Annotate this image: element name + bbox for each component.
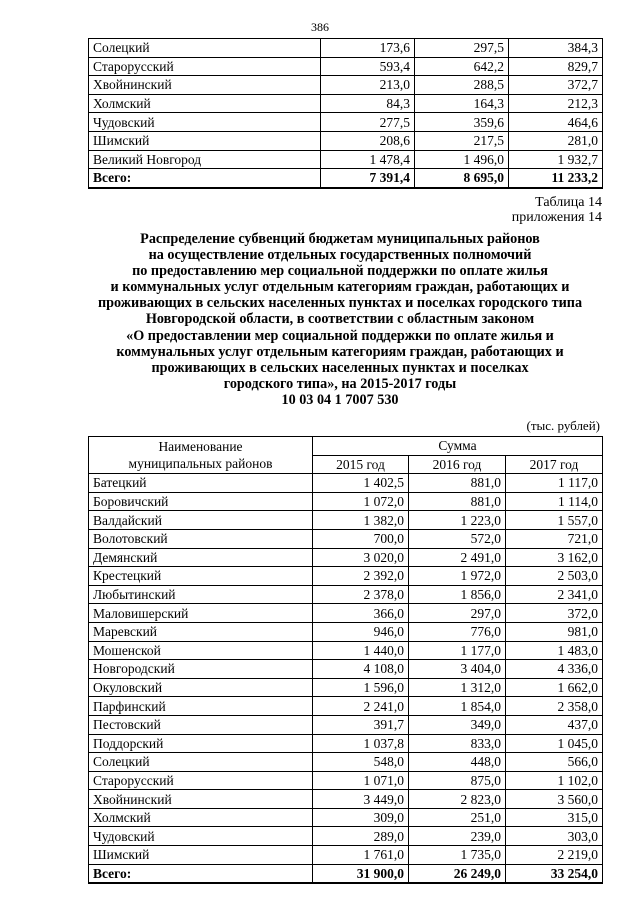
value-2016-cell: 875,0 — [409, 771, 506, 790]
value-2017-cell: 303,0 — [506, 827, 603, 846]
value-2016-cell: 297,0 — [409, 604, 506, 623]
value-2015-cell: 593,4 — [321, 57, 415, 76]
district-name-cell: Батецкий — [89, 474, 313, 493]
table-ref-number: Таблица 14 — [535, 195, 602, 210]
table-row — [89, 131, 603, 150]
district-name-cell: Чудовский — [89, 827, 313, 846]
table-row — [89, 808, 603, 827]
value-2016-cell: 297,5 — [415, 39, 509, 58]
table-row — [89, 790, 603, 809]
table-row — [89, 641, 603, 660]
total-row — [89, 169, 603, 188]
value-2017-cell: 1 557,0 — [506, 511, 603, 530]
value-2015-cell: 1 072,0 — [313, 492, 409, 511]
table-row — [89, 715, 603, 734]
table-row — [89, 94, 603, 113]
table-row — [89, 548, 603, 567]
district-name-cell: Маревский — [89, 622, 313, 641]
value-2015-cell: 391,7 — [313, 715, 409, 734]
district-name-cell: Крестецкий — [89, 567, 313, 586]
value-2015-cell: 289,0 — [313, 827, 409, 846]
header-name-cell — [89, 437, 313, 474]
table-row — [89, 660, 603, 679]
district-name-cell: Окуловский — [89, 678, 313, 697]
value-2015-cell: 1 071,0 — [313, 771, 409, 790]
district-name-cell: Солецкий — [89, 39, 321, 58]
title-line: проживающих в сельских населенных пунктах и поселках — [151, 359, 529, 376]
table-row — [89, 604, 603, 623]
value-2016-cell: 572,0 — [409, 529, 506, 548]
value-2016-cell: 359,6 — [415, 113, 509, 132]
value-2017-cell: 212,3 — [509, 94, 603, 113]
district-name-cell: Всего: — [89, 864, 313, 883]
main-table — [88, 436, 603, 884]
value-2016-cell: 164,3 — [415, 94, 509, 113]
district-name-cell: Холмский — [89, 94, 321, 113]
value-2015-cell: 1 761,0 — [313, 846, 409, 865]
value-2015-cell: 2 378,0 — [313, 585, 409, 604]
value-2016-cell: 217,5 — [415, 131, 509, 150]
value-2015-cell: 84,3 — [321, 94, 415, 113]
district-name-cell: Парфинский — [89, 697, 313, 716]
value-2016-cell: 881,0 — [409, 492, 506, 511]
table-row — [89, 697, 603, 716]
table-row — [89, 57, 603, 76]
district-name-cell: Старорусский — [89, 771, 313, 790]
table-row — [89, 511, 603, 530]
table-row — [89, 622, 603, 641]
value-2016-cell: 776,0 — [409, 622, 506, 641]
table-row — [89, 734, 603, 753]
value-2017-cell: 384,3 — [509, 39, 603, 58]
table-row — [89, 753, 603, 772]
value-2015-cell: 1 402,5 — [313, 474, 409, 493]
value-2016-cell: 1 496,0 — [415, 150, 509, 169]
value-2016-cell: 1 856,0 — [409, 585, 506, 604]
header-year-2015: 2015 год — [313, 455, 409, 474]
value-2015-cell: 946,0 — [313, 622, 409, 641]
page-number: 386 — [311, 20, 329, 34]
value-2017-cell: 2 341,0 — [506, 585, 603, 604]
value-2017-cell: 1 114,0 — [506, 492, 603, 511]
district-name-cell: Маловишерский — [89, 604, 313, 623]
document-title — [60, 231, 620, 408]
value-2017-cell: 981,0 — [506, 622, 603, 641]
district-name-cell: Шимский — [89, 131, 321, 150]
total-row — [89, 864, 603, 883]
table-row — [89, 529, 603, 548]
value-2015-cell: 2 241,0 — [313, 697, 409, 716]
table-row — [89, 846, 603, 865]
title-line: по предоставлению мер социальной поддержки по оплате жилья — [132, 263, 548, 280]
title-line: на осуществление отдельных государственных полномочий — [148, 247, 532, 264]
value-2017-cell: 2 503,0 — [506, 567, 603, 586]
main-table-header — [89, 437, 603, 474]
value-2017-cell: 3 560,0 — [506, 790, 603, 809]
value-2016-cell: 3 404,0 — [409, 660, 506, 679]
table-row — [89, 567, 603, 586]
value-2017-cell: 281,0 — [509, 131, 603, 150]
district-name-cell: Мошенской — [89, 641, 313, 660]
district-name-cell: Новгородский — [89, 660, 313, 679]
table-row — [89, 585, 603, 604]
value-2017-cell: 464,6 — [509, 113, 603, 132]
value-2017-cell: 2 219,0 — [506, 846, 603, 865]
value-2015-cell: 213,0 — [321, 76, 415, 95]
value-2016-cell: 642,2 — [415, 57, 509, 76]
value-2016-cell: 2 823,0 — [409, 790, 506, 809]
value-2015-cell: 1 382,0 — [313, 511, 409, 530]
value-2016-cell: 251,0 — [409, 808, 506, 827]
title-line: «О предоставлении мер социальной поддержки по оплате жилья и — [126, 327, 554, 344]
title-line: городского типа», на 2015-2017 годы — [223, 375, 457, 392]
district-name-cell: Демянский — [89, 548, 313, 567]
value-2015-cell: 700,0 — [313, 529, 409, 548]
value-2016-cell: 1 735,0 — [409, 846, 506, 865]
district-name-cell: Всего: — [89, 169, 321, 188]
district-name-cell: Холмский — [89, 808, 313, 827]
district-name-cell: Любытинский — [89, 585, 313, 604]
header-name-line1: Наименование — [158, 439, 243, 455]
title-line: Новгородской области, в соответствии с областным законом — [145, 311, 535, 328]
top-table-body — [89, 39, 603, 188]
value-2017-cell: 372,0 — [506, 604, 603, 623]
title-line: и коммунальных услуг отдельным категориям граждан, работающих и — [110, 279, 570, 296]
header-year-2017: 2017 год — [506, 455, 603, 474]
title-line: коммунальных услуг отдельным категориям граждан, работающих и — [116, 343, 564, 360]
title-line: Распределение субвенций бюджетам муниципальных районов — [140, 231, 540, 247]
value-2015-cell: 3 020,0 — [313, 548, 409, 567]
value-2015-cell: 366,0 — [313, 604, 409, 623]
value-2017-cell: 2 358,0 — [506, 697, 603, 716]
district-name-cell: Шимский — [89, 846, 313, 865]
value-2015-cell: 173,6 — [321, 39, 415, 58]
value-2016-cell: 8 695,0 — [415, 169, 509, 188]
district-name-cell: Поддорский — [89, 734, 313, 753]
value-2016-cell: 288,5 — [415, 76, 509, 95]
value-2015-cell: 309,0 — [313, 808, 409, 827]
district-name-cell: Боровичский — [89, 492, 313, 511]
district-name-cell: Солецкий — [89, 753, 313, 772]
value-2017-cell: 829,7 — [509, 57, 603, 76]
district-name-cell: Великий Новгород — [89, 150, 321, 169]
value-2015-cell: 2 392,0 — [313, 567, 409, 586]
district-name-cell: Чудовский — [89, 113, 321, 132]
value-2017-cell: 1 483,0 — [506, 641, 603, 660]
value-2016-cell: 448,0 — [409, 753, 506, 772]
value-2015-cell: 1 478,4 — [321, 150, 415, 169]
value-2016-cell: 881,0 — [409, 474, 506, 493]
value-2017-cell: 3 162,0 — [506, 548, 603, 567]
table-row — [89, 474, 603, 493]
table-row — [89, 678, 603, 697]
value-2015-cell: 7 391,4 — [321, 169, 415, 188]
value-2017-cell: 11 233,2 — [509, 169, 603, 188]
value-2015-cell: 208,6 — [321, 131, 415, 150]
value-2017-cell: 372,7 — [509, 76, 603, 95]
value-2015-cell: 3 449,0 — [313, 790, 409, 809]
table-row — [89, 827, 603, 846]
value-2016-cell: 349,0 — [409, 715, 506, 734]
district-name-cell: Хвойнинский — [89, 790, 313, 809]
table-row — [89, 39, 603, 58]
value-2017-cell: 33 254,0 — [506, 864, 603, 883]
value-2017-cell: 1 662,0 — [506, 678, 603, 697]
district-name-cell: Волотовский — [89, 529, 313, 548]
value-2017-cell: 315,0 — [506, 808, 603, 827]
table-row — [89, 492, 603, 511]
title-line: проживающих в сельских населенных пунктах и поселках городского типа — [97, 295, 583, 312]
table-row — [89, 771, 603, 790]
units-label: (тыс. рублей) — [526, 418, 600, 433]
value-2017-cell: 566,0 — [506, 753, 603, 772]
value-2016-cell: 1 854,0 — [409, 697, 506, 716]
top-table — [88, 38, 603, 189]
district-name-cell: Старорусский — [89, 57, 321, 76]
value-2016-cell: 833,0 — [409, 734, 506, 753]
value-2016-cell: 1 312,0 — [409, 678, 506, 697]
table-row — [89, 76, 603, 95]
value-2015-cell: 31 900,0 — [313, 864, 409, 883]
value-2015-cell: 1 037,8 — [313, 734, 409, 753]
value-2015-cell: 277,5 — [321, 113, 415, 132]
main-table-body — [89, 474, 603, 884]
title-line: 10 03 04 1 7007 530 — [281, 391, 399, 408]
value-2016-cell: 239,0 — [409, 827, 506, 846]
value-2017-cell: 1 102,0 — [506, 771, 603, 790]
header-name-line2: муниципальных районов — [128, 456, 273, 472]
header-sum: Сумма — [313, 437, 603, 456]
value-2017-cell: 721,0 — [506, 529, 603, 548]
value-2015-cell: 1 596,0 — [313, 678, 409, 697]
district-name-cell: Пестовский — [89, 715, 313, 734]
header-year-2016: 2016 год — [409, 455, 506, 474]
value-2017-cell: 437,0 — [506, 715, 603, 734]
value-2016-cell: 1 972,0 — [409, 567, 506, 586]
value-2016-cell: 1 177,0 — [409, 641, 506, 660]
value-2017-cell: 1 117,0 — [506, 474, 603, 493]
value-2015-cell: 4 108,0 — [313, 660, 409, 679]
value-2017-cell: 4 336,0 — [506, 660, 603, 679]
value-2015-cell: 1 440,0 — [313, 641, 409, 660]
value-2016-cell: 26 249,0 — [409, 864, 506, 883]
value-2016-cell: 2 491,0 — [409, 548, 506, 567]
table-row — [89, 150, 603, 169]
table-row — [89, 113, 603, 132]
district-name-cell: Хвойнинский — [89, 76, 321, 95]
value-2017-cell: 1 932,7 — [509, 150, 603, 169]
district-name-cell: Валдайский — [89, 511, 313, 530]
table-ref-appendix: приложения 14 — [511, 210, 602, 225]
value-2017-cell: 1 045,0 — [506, 734, 603, 753]
value-2016-cell: 1 223,0 — [409, 511, 506, 530]
value-2015-cell: 548,0 — [313, 753, 409, 772]
